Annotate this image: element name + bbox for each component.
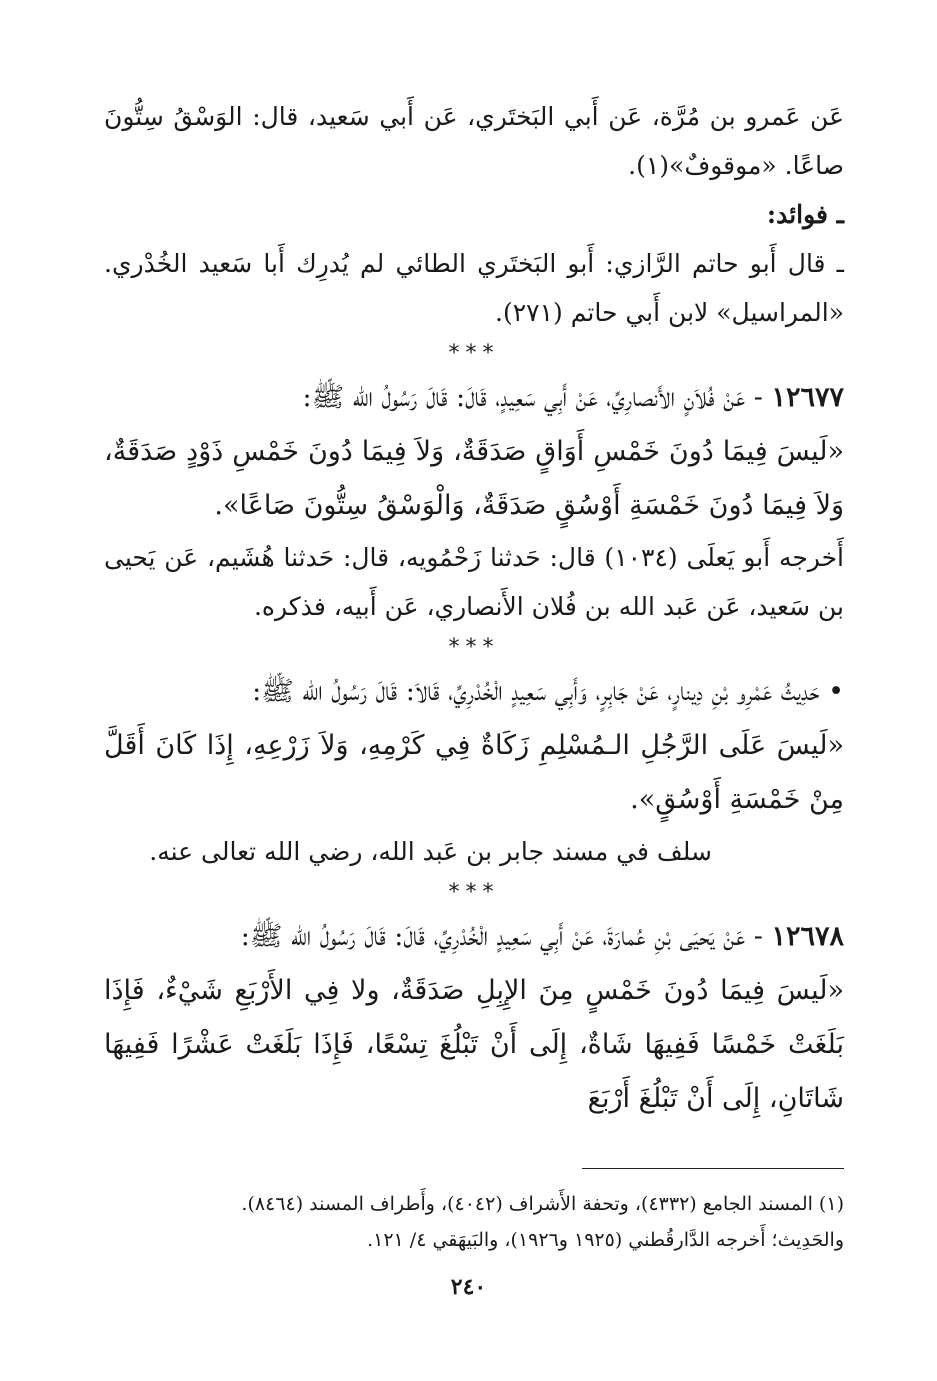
hadith-jabir-matn: «لَيسَ عَلَى الرَّجُلِ الـمُسْلِمِ زَكَاةٌ فِي كَرْمِهِ، وَلاَ زَرْعِهِ، إِذَا كَانَ أَقَلَّ مِنْ خَمْسَةِ أَوْسُقٍ». xyxy=(104,730,844,815)
section-separator: *** xyxy=(448,341,500,366)
footnotes xyxy=(104,1186,844,1258)
hadith-jabir-isnad: • حَدِيثُ عَمْرِو بْنِ دِينارٍ، عَنْ جَابِرٍ، وَأَبِي سَعِيدٍ الْخُدْرِيِّ، قَالاَ: قَالَ رَسُولُ الله ﷺ: xyxy=(252,676,844,707)
hadith-jabir-note: سلف في مسند جابر بن عَبد الله، رضي الله تعالى عنه. xyxy=(149,837,712,866)
hadith-12678-matn: «لَيسَ فِيمَا دُونَ خَمْسٍ مِنَ الإِبِلِ صَدَقَةٌ، ولا فِي الأَرْبَعِ شَيْءٌ، فَإِذَا بَلَغَتْ خَمْسًا فَفِيهَا شَاةٌ، إِلَى أَنْ تَبْلُغَ تِسْعًا، فَإِذَا بَلَغَتْ عَشْرًا فَفِيهَا شَاتَانِ، إِلَى أَنْ تَبْلُغَ أَرْبَعَ xyxy=(104,975,844,1114)
hadith-12678-isnad xyxy=(104,910,844,964)
page-body xyxy=(104,92,844,1126)
fawaid-heading: ـ فوائد: xyxy=(766,200,844,229)
isnad-text: - عَنْ فُلاَنٍ الأَنصارِيِّ، عَنْ أَبِي سَعِيدٍ، قَالَ: قَالَ رَسُولُ الله ﷺ: xyxy=(302,382,763,413)
footnote-divider xyxy=(582,1168,844,1169)
section-separator: *** xyxy=(448,880,500,905)
hadith-number: ١٢٦٧٨ xyxy=(771,921,844,952)
hadith-12677-matn: «لَيسَ فِيمَا دُونَ خَمْسِ أَوَاقٍ صَدَقَةٌ، وَلاَ فِيمَا دُونَ خَمْسِ ذَوْدٍ صَدَقَةٌ، وَلاَ فِيمَا دُونَ خَمْسَةِ أَوْسُقٍ صَدَقَةٌ، وَالْوَسْقُ سِتُّونَ صَاعًا». xyxy=(104,436,844,521)
paragraph-mawquf: عَن عَمرو بن مُرَّة، عَن أَبي البَختَري، عَن أَبي سَعيد، قال: الوَسْقُ سِتُّونَ صاعًا. «موقوفٌ»(١). xyxy=(104,102,844,180)
hadith-number: ١٢٦٧٧ xyxy=(771,382,844,413)
footnote-line: (١) المسند الجامع (٤٣٣٢)، وتحفة الأَشراف (٤٠٤٢)، وأَطراف المسند (٨٤٦٤). xyxy=(241,1193,844,1215)
hadith-12677-takhrij: أَخرجه أَبو يَعلَى (١٠٣٤) قال: حَدثنا زَحْمُويه، قال: حَدثنا هُشَيم، عَن يَحيى بن سَعيد، عَن عَبد الله بن فُلان الأَنصاري، عَن أَبيه، فذكره. xyxy=(104,543,844,621)
hadith-12677-isnad xyxy=(104,371,844,425)
fawaid-text: ـ قال أَبو حاتم الرَّازي: أَبو البَختَري الطائي لم يُدرِك أَبا سَعيد الخُدْري. «المراسيل» لابن أَبي حاتم (٢٧١). xyxy=(104,249,844,327)
isnad-text: - عَنْ يَحيَى بْنِ عُمارَةَ، عَنْ أَبِي سَعِيدٍ الْخُدْرِيِّ، قَالَ: قَالَ رَسُولُ الله ﷺ: xyxy=(240,921,763,952)
section-separator: *** xyxy=(448,635,500,660)
page-number: ٢٤٠ xyxy=(450,1274,487,1300)
footnote-line: والحَدِيث؛ أَخرجه الدَّارقُطني (١٩٢٥ و١٩٢٦)، والبَيهَقي ٤/ ١٢١. xyxy=(367,1229,844,1251)
